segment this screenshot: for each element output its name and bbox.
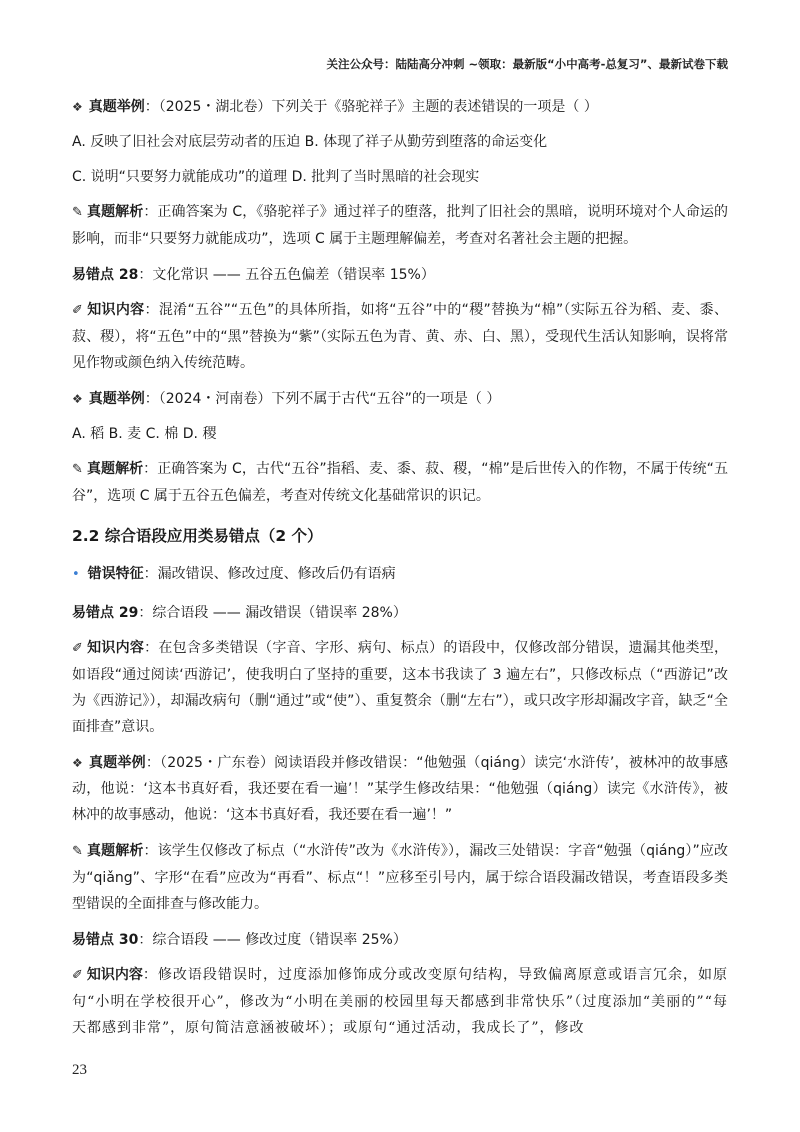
error-point-label: 易错点 28 [72,267,139,283]
error-point-28 [72,262,728,288]
exam-analysis-2 [72,456,728,509]
options-2: A. 稻 B. 麦 C. 棉 D. 稷 [72,426,217,442]
exam-example-3 [72,750,728,828]
exam-analysis-1 [72,199,728,252]
exam-example-label: 真题举例 [88,755,146,771]
options-ab: A. 反映了旧社会对底层劳动者的压迫 B. 体现了祥子从勤劳到堕落的命运变化 [72,134,548,150]
page-number: 23 [72,1062,87,1078]
knowledge-label: 知识内容 [86,302,145,318]
feature-label: 错误特征 [87,566,144,582]
exam-analysis-text: ：正确答案为 C，古代“五谷”指稻、麦、黍、菽、稷，“棉”是后世传入的作物，不属于传统“五谷”，选项 C 属于五谷五色偏差，考查对传统文化基础常识的识记。 [72,461,728,504]
error-point-label: 易错点 29 [72,605,139,621]
pencil-icon: ✎ [72,205,83,220]
error-point-text: ：综合语段 —— 漏改错误（错误率 28%） [138,605,407,621]
error-point-29 [72,600,728,626]
section-title: 2.2 综合语段应用类易错点（2 个） [72,527,323,545]
pencil-icon: ✎ [72,462,83,477]
diamond-bullet-icon: ❖ [72,100,83,114]
options-cd: C. 说明“只要努力就能成功”的道理 D. 批判了当时黑暗的社会现实 [72,169,480,185]
knowledge-content-28 [72,297,728,376]
error-point-text: ：综合语段 —— 修改过度（错误率 25%） [138,932,407,948]
knowledge-label: 知识内容 [86,640,145,656]
exam-analysis-text: ：正确答案为 C，《骆驼祥子》通过祥子的堕落，批判了旧社会的黑暗，说明环境对个人命运的影响，而非“只要努力就能成功”，选项 C 属于主题理解偏差，考查对名著社会主题的把握。 [72,204,729,247]
pen-icon: ✐ [72,303,83,318]
error-point-label: 易错点 30 [72,932,139,948]
exam-example-label: 真题举例 [88,391,145,407]
exam-analysis-label: 真题解析 [86,204,144,220]
bullet-dot-icon: • [72,567,80,582]
diamond-bullet-icon: ❖ [72,756,83,770]
error-point-30 [72,927,728,953]
error-feature [72,561,728,588]
exam-example-1 [72,94,728,120]
knowledge-text: ：混淆“五谷”“五色”的具体所指，如将“五谷”中的“稷”替换为“棉”（实际五谷为稻、麦、黍、菽、稷），将“五色”中的“黑”替换为“紫”（实际五色为青、黄、赤、白、黑），受现代生活认知影响，误将常见作物或颜色纳入传统范畴。 [72,302,729,371]
feature-text: ：漏改错误、修改过度、修改后仍有语病 [143,566,396,582]
page-header: 关注公众号：陆陆高分冲刺 ~领取：最新版“小中高考-总复习”、最新试卷下载 [326,57,728,71]
exam-analysis-label: 真题解析 [86,461,144,477]
knowledge-text: ：在包含多类错误（字音、字形、病句、标点）的语段中，仅修改部分错误，遗漏其他类型，如语段“通过阅读‘西游记’，使我明白了坚持的重要，这本书我读了 3 遍左右”，只修改标点（“西游记”改为《西游记》），却漏改病句（删“通过”或“使”）、重复赘余（删“左右”），或只改字形却漏改字音，缺乏“全面排查”意识。 [72,640,728,735]
knowledge-content-30 [72,962,728,1041]
document-body [72,94,728,1051]
pencil-icon: ✎ [72,844,83,859]
exam-analysis-3 [72,838,728,917]
pen-icon: ✐ [72,968,83,983]
exam-example-2 [72,386,728,412]
exam-example-label: 真题举例 [88,99,145,115]
exam-example-text: ：（2025・广东卷）阅读语段并修改错误：“他勉强（qiáng）读完‘水浒传’，被林冲的故事感动，他说：‘这本书真好看，我还要在看一遍’！”某学生修改结果：“他勉强（qiáng）读完《水浒传》，被林冲的故事感动，他说：‘这本书真好看，我还要在看一遍’！” [72,755,729,823]
knowledge-text: ：修改语段错误时，过度添加修饰成分或改变原句结构，导致偏离原意或语言冗余，如原句“小明在学校很开心”，修改为“小明在美丽的校园里每天都感到非常快乐”（过度添加“美丽的”“每天都感到非常”，原句简洁意涵被破坏）；或原句“通过活动，我成长了”，修改 [72,967,729,1036]
exam-example-text: ：（2025・湖北卷）下列关于《骆驼祥子》主题的表述错误的一项是（ ） [144,99,598,115]
pen-icon: ✐ [72,641,83,656]
diamond-bullet-icon: ❖ [72,392,83,406]
exam-example-text: ：（2024・河南卷）下列不属于古代“五谷”的一项是（ ） [144,391,501,407]
exam-analysis-text: ：该学生仅修改了标点（“水浒传”改为《水浒传》），漏改三处错误：字音“勉强（qiáng）”应改为“qiǎng”、字形“在看”应改为“再看”、标点“！”应移至引号内，属于综合语段漏改错误，考查语段多类型错误的全面排查与修改能力。 [72,843,729,912]
exam-analysis-label: 真题解析 [86,843,144,859]
knowledge-content-29 [72,635,728,740]
knowledge-label: 知识内容 [86,967,143,983]
error-point-text: ：文化常识 —— 五谷五色偏差（错误率 15%） [138,267,435,283]
